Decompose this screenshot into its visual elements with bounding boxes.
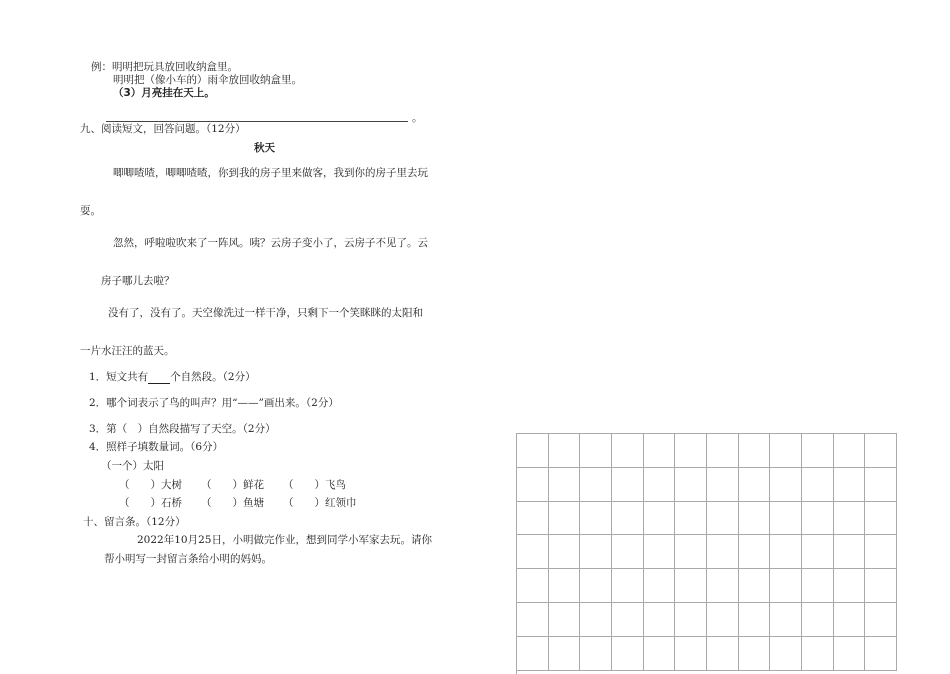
question-1-prefix: 1．短文共有 [89,371,149,383]
measure-word-blank[interactable]: （ ）红领巾 [283,497,357,509]
question-1-suffix: 个自然段。（2分） [170,371,256,383]
grid-cell[interactable] [517,535,549,569]
grid-cell[interactable] [834,502,866,536]
grid-cell[interactable] [612,502,644,536]
measure-word-blank[interactable]: （ ）飞鸟 [283,479,346,491]
grid-cell[interactable] [580,569,612,603]
grid-cell[interactable] [517,637,549,671]
grid-cell[interactable] [834,637,866,671]
grid-cell[interactable] [549,535,581,569]
grid-cell[interactable] [770,603,802,637]
writing-grid[interactable] [516,433,897,674]
grid-cell[interactable] [865,569,897,603]
grid-cell[interactable] [517,434,549,468]
question-1 [89,371,256,384]
grid-cell[interactable] [707,434,739,468]
grid-cell[interactable] [739,434,771,468]
answer-line[interactable] [106,121,408,122]
grid-cell[interactable] [707,502,739,536]
grid-cell[interactable] [865,468,897,502]
grid-cell[interactable] [739,468,771,502]
grid-cell[interactable] [770,535,802,569]
grid-cell[interactable] [770,637,802,671]
grid-cell[interactable] [549,468,581,502]
grid-cell[interactable] [834,603,866,637]
grid-cell[interactable] [802,569,834,603]
grid-cell[interactable] [707,535,739,569]
item-3: （3）月亮挂在天上。 [113,87,215,99]
grid-cell[interactable] [707,569,739,603]
question-3: 3．第（ ）自然段描写了天空。（2分） [89,423,276,435]
paragraph-1-line-2: 耍。 [80,205,101,217]
question-1-blank[interactable] [148,373,170,384]
grid-cell[interactable] [834,535,866,569]
grid-cell[interactable] [675,502,707,536]
grid-cell[interactable] [675,637,707,671]
grid-cell[interactable] [549,603,581,637]
grid-cell[interactable] [739,535,771,569]
grid-cell[interactable] [644,434,676,468]
grid-cell[interactable] [739,637,771,671]
grid-cell[interactable] [644,569,676,603]
grid-cell[interactable] [707,468,739,502]
grid-cell[interactable] [802,502,834,536]
grid-cell[interactable] [865,603,897,637]
grid-cell[interactable] [612,569,644,603]
grid-cell[interactable] [549,434,581,468]
measure-word-blank[interactable]: （ ）石桥 [119,497,182,509]
grid-cell[interactable] [675,468,707,502]
section10-prompt-line-2: 帮小明写一封留言条给小明的妈妈。 [104,553,272,565]
grid-cell[interactable] [802,434,834,468]
grid-cell[interactable] [644,468,676,502]
grid-cell[interactable] [802,603,834,637]
grid-cell[interactable] [612,535,644,569]
example-label: 例：明明把玩具放回收纳盒里。 [91,61,238,73]
grid-cell[interactable] [517,603,549,637]
grid-cell[interactable] [580,468,612,502]
grid-cell[interactable] [739,603,771,637]
grid-cell[interactable] [549,637,581,671]
grid-cell[interactable] [770,434,802,468]
grid-cell[interactable] [644,637,676,671]
grid-cell[interactable] [675,603,707,637]
section9-heading: 九、阅读短文，回答问题。（12分） [80,123,246,135]
grid-cell[interactable] [675,535,707,569]
grid-cell[interactable] [580,603,612,637]
grid-cell[interactable] [644,535,676,569]
grid-cell[interactable] [739,569,771,603]
section10-prompt-line-1: 2022年10月25日，小明做完作业，想到同学小军家去玩。请你 [137,534,432,546]
grid-cell[interactable] [739,502,771,536]
grid-cell[interactable] [580,502,612,536]
grid-cell[interactable] [517,502,549,536]
grid-cell[interactable] [770,468,802,502]
measure-word-blank[interactable]: （ ）鲜花 [201,479,264,491]
paragraph-2-line-1: 忽然，呼啦啦吹来了一阵风。咦？云房子变小了，云房子不见了。云 [113,237,428,249]
passage-title: 秋天 [254,142,275,154]
grid-cell[interactable] [549,502,581,536]
section10-heading: 十、留言条。（12分） [83,516,186,528]
grid-cell[interactable] [580,535,612,569]
example-sentence: 明明把（像小车的）雨伞放回收纳盒里。 [113,74,302,86]
question-2: 2．哪个词表示了鸟的叫声？用“——”画出来。（2分） [89,397,339,409]
measure-word-blank[interactable]: （ ）大树 [119,479,182,491]
grid-cell[interactable] [707,603,739,637]
grid-cell[interactable] [675,569,707,603]
paragraph-3-line-2: 一片水汪汪的蓝天。 [80,345,175,357]
grid-cell[interactable] [517,468,549,502]
grid-cell[interactable] [834,468,866,502]
grid-cell[interactable] [802,535,834,569]
grid-cell[interactable] [612,434,644,468]
grid-cell[interactable] [802,468,834,502]
grid-cell[interactable] [865,535,897,569]
answer-line-period: 。 [412,112,423,124]
question-4-example: （一个）太阳 [101,460,164,472]
paragraph-3-line-1: 没有了，没有了。天空像洗过一样干净，只剩下一个笑眯眯的太阳和 [108,307,423,319]
grid-cell[interactable] [580,434,612,468]
grid-cell[interactable] [517,569,549,603]
grid-cell[interactable] [612,603,644,637]
grid-cell[interactable] [580,637,612,671]
grid-cell[interactable] [644,603,676,637]
grid-cell[interactable] [865,637,897,671]
grid-cell[interactable] [675,434,707,468]
grid-cell[interactable] [865,434,897,468]
grid-cell[interactable] [612,468,644,502]
grid-cell[interactable] [834,569,866,603]
grid-cell[interactable] [644,502,676,536]
grid-cell[interactable] [612,637,644,671]
grid-cell[interactable] [834,434,866,468]
question-4: 4．照样子填数量词。（6分） [89,441,224,453]
grid-cell[interactable] [802,637,834,671]
grid-cell[interactable] [549,569,581,603]
grid-cell[interactable] [865,502,897,536]
grid-cell[interactable] [770,502,802,536]
measure-word-blank[interactable]: （ ）鱼塘 [201,497,264,509]
grid-cell[interactable] [770,569,802,603]
grid-cell[interactable] [707,637,739,671]
paragraph-2-line-2: 房子哪儿去啦？ [101,275,175,287]
paragraph-1-line-1: 唧唧喳喳，唧唧喳喳，你到我的房子里来做客，我到你的房子里去玩 [113,167,428,179]
